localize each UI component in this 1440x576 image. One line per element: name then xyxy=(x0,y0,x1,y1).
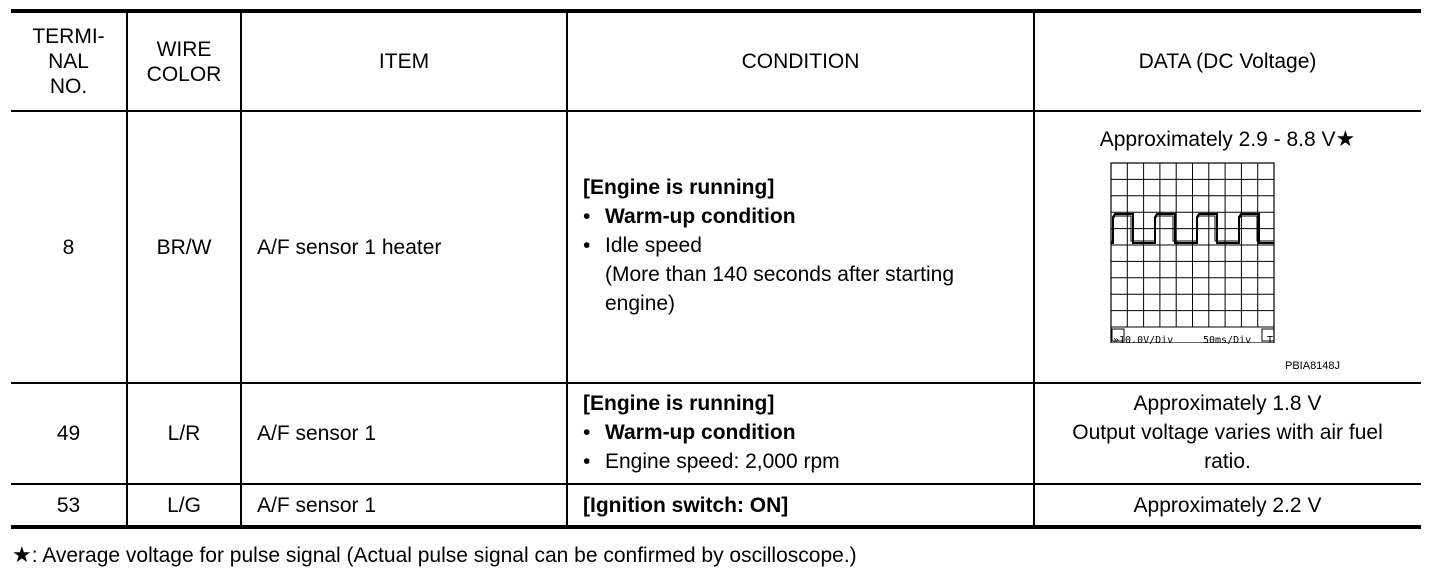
row2-wire-color: L/R xyxy=(167,422,201,445)
row1-terminal: 8 xyxy=(62,235,75,259)
header-condition: CONDITION xyxy=(741,50,860,73)
scope-trigger-label: T xyxy=(1267,335,1274,346)
row2-item: A/F sensor 1 xyxy=(257,422,377,445)
specification-table xyxy=(11,9,1421,529)
row1-data-value: Approximately 2.9 - 8.8 V xyxy=(1099,128,1336,151)
footnote-text: : Average voltage for pulse signal (Actual pulse signal can be confirmed by oscilloscope.) xyxy=(31,544,857,567)
row2-condition xyxy=(583,389,1023,476)
row1-item: A/F sensor 1 heater xyxy=(257,235,442,259)
row1-wire-color: BR/W xyxy=(156,235,212,259)
header-item: ITEM xyxy=(378,50,430,73)
condition-title: [Engine is running] xyxy=(583,392,775,415)
condition-bullet xyxy=(583,202,1023,231)
condition-bullet xyxy=(583,447,1023,476)
row3-condition: [Ignition switch: ON] xyxy=(583,493,789,517)
condition-title: [Engine is running] xyxy=(583,176,775,199)
table-bottom-rule xyxy=(11,525,1421,529)
condition-bullet-text: Warm-up condition xyxy=(605,421,796,444)
condition-bullet xyxy=(583,418,1023,447)
row3-terminal: 53 xyxy=(56,493,81,517)
row1-condition xyxy=(583,173,1023,318)
bullet-icon: • xyxy=(583,234,591,257)
star-icon: ★ xyxy=(1335,126,1356,151)
row2-data: Approximately 1.8 V Output voltage varies with air fuel ratio. xyxy=(1072,392,1383,473)
header-wire-color: WIRE COLOR xyxy=(146,37,222,86)
scope-right-label: 50ms/Div xyxy=(1203,335,1252,346)
scope-labels xyxy=(1111,334,1277,348)
scope-left-label: »10.0V/Div xyxy=(1113,335,1174,346)
condition-bullet-text: Engine speed: 2,000 rpm xyxy=(605,450,840,473)
star-icon: ★ xyxy=(12,542,32,567)
row3-data: Approximately 2.2 V xyxy=(1133,493,1322,517)
condition-bullet xyxy=(583,231,1023,260)
row1-data xyxy=(1034,124,1421,154)
row2-terminal: 49 xyxy=(56,422,81,445)
condition-note: (More than 140 seconds after starting engine) xyxy=(605,263,955,315)
condition-bullet-text: Idle speed xyxy=(605,234,702,257)
bullet-icon: • xyxy=(583,205,591,228)
row3-item: A/F sensor 1 xyxy=(257,493,377,517)
row3-wire-color: L/G xyxy=(167,493,201,517)
oscilloscope-waveform xyxy=(1109,161,1277,343)
figure-caption: PBIA8148J xyxy=(1285,360,1341,372)
bullet-icon: • xyxy=(583,421,591,444)
header-data: DATA (DC Voltage) xyxy=(1138,50,1317,73)
footnote xyxy=(12,542,857,569)
bullet-icon: • xyxy=(583,450,591,473)
condition-bullet-text: Warm-up condition xyxy=(605,205,796,228)
header-terminal-no: TERMI- NAL NO. xyxy=(32,25,105,98)
